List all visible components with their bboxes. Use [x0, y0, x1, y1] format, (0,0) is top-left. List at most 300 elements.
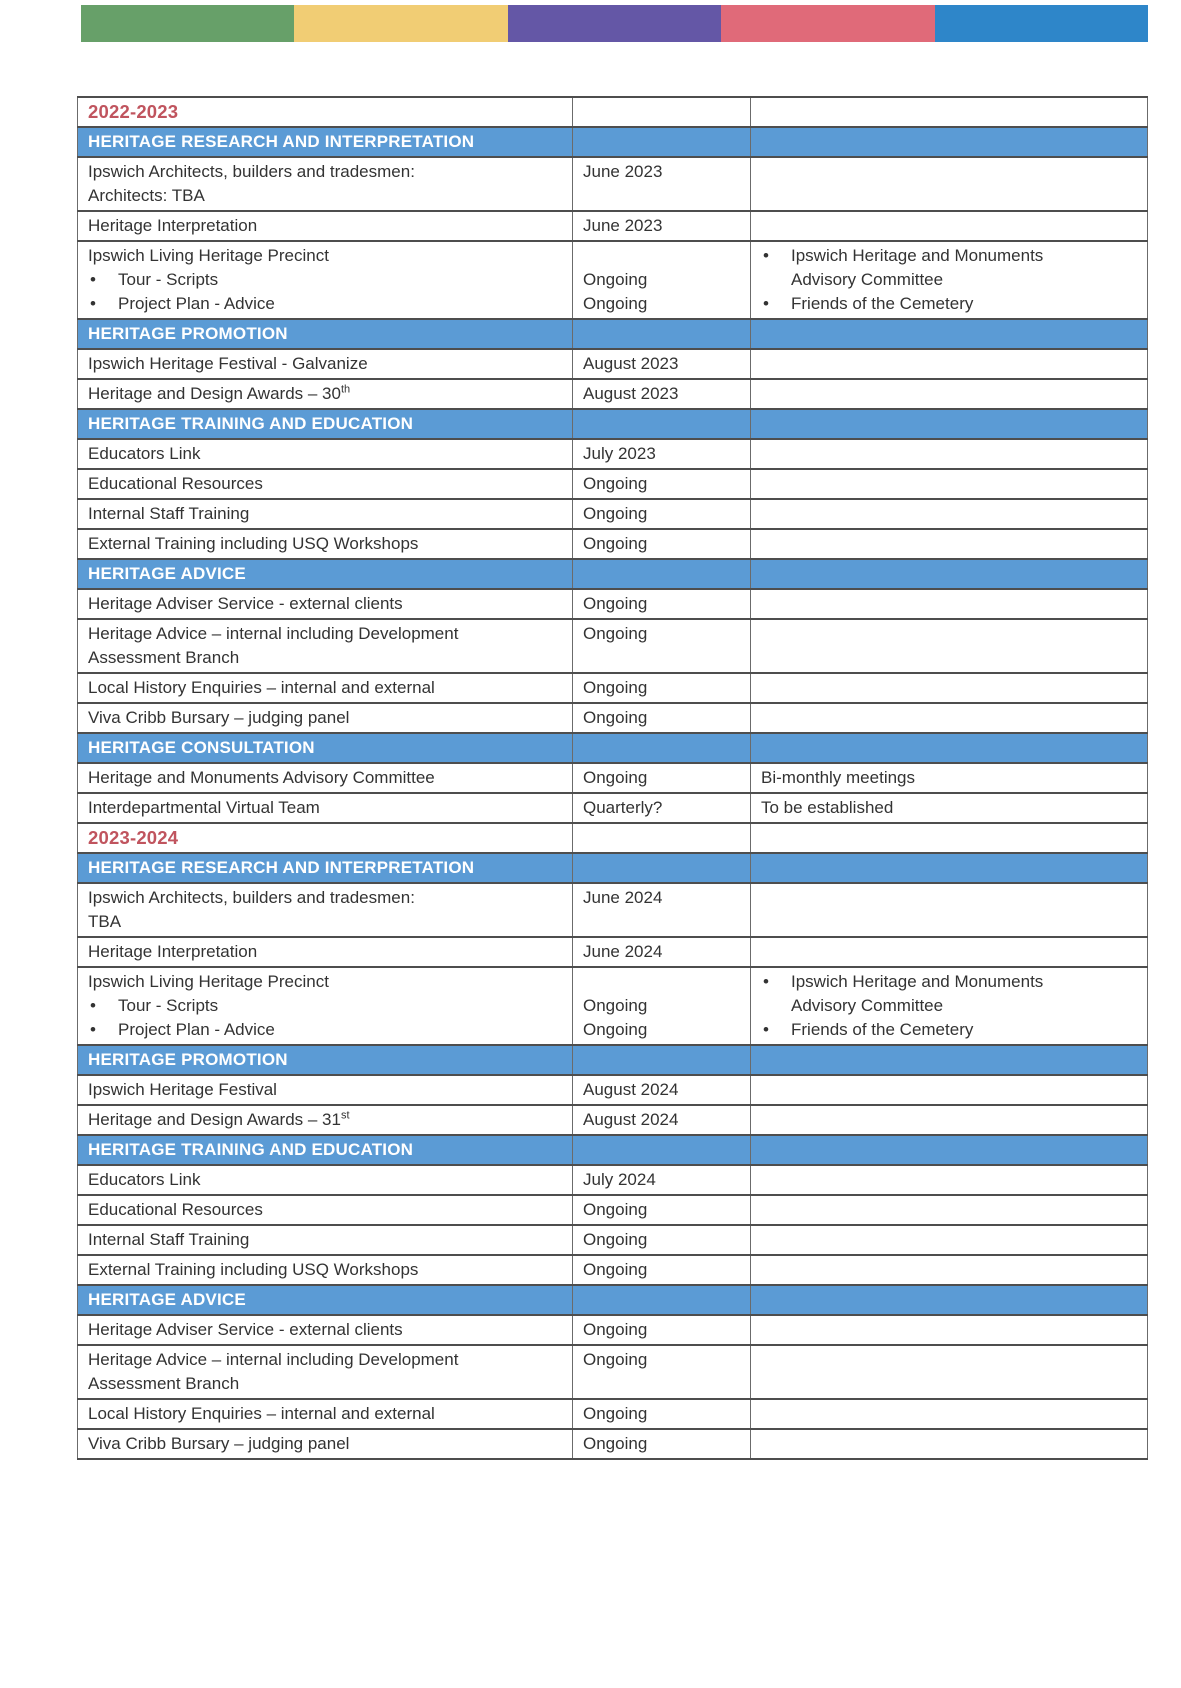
line-text: Interdepartmental Virtual Team [88, 798, 320, 817]
bullet-icon: • [763, 246, 769, 265]
section-label [78, 1045, 573, 1075]
cell-line [88, 940, 564, 964]
line-text: External Training including USQ Workshops [88, 1260, 419, 1279]
cell-line [88, 412, 564, 436]
table-row [78, 763, 1148, 793]
activity-cell [78, 673, 573, 703]
table-row [78, 529, 1148, 559]
line-text: Ipswich Living Heritage Precinct [88, 972, 329, 991]
section-header-row [78, 127, 1148, 157]
cell-line [761, 766, 1139, 790]
line-text: Ongoing [583, 678, 648, 697]
line-text: External Training including USQ Workshops [88, 534, 419, 553]
cell-line [583, 970, 742, 994]
timing-cell [573, 1315, 751, 1345]
notes-cell [751, 967, 1148, 1045]
section-header-row [78, 853, 1148, 883]
table-row [78, 1105, 1148, 1135]
line-text: HERITAGE RESEARCH AND INTERPRETATION [88, 858, 475, 877]
cell-line [583, 1018, 742, 1042]
line-text: Ongoing [583, 534, 648, 553]
cell-line [88, 766, 564, 790]
line-text: 2022-2023 [88, 101, 179, 122]
cell-line [88, 214, 564, 238]
line-text: July 2023 [583, 444, 656, 463]
table-row [78, 469, 1148, 499]
line-text: Heritage and Monuments Advisory Committee [88, 768, 435, 787]
section-label [78, 733, 573, 763]
line-text: Ongoing [583, 1434, 648, 1453]
line-text: July 2024 [583, 1170, 656, 1189]
bullet-icon: • [763, 1020, 769, 1039]
activity-cell [78, 529, 573, 559]
line-text: Advisory Committee [791, 996, 944, 1015]
table-row [78, 673, 1148, 703]
section-band-cell [751, 1135, 1148, 1165]
line-text: Ongoing [583, 1404, 648, 1423]
activity-cell [78, 211, 573, 241]
notes-cell [751, 157, 1148, 211]
cell-line [583, 1198, 742, 1222]
cell-line [88, 1348, 564, 1372]
empty-cell [573, 823, 751, 853]
line-text: Local History Enquiries – internal and external [88, 1404, 435, 1423]
notes-cell [751, 439, 1148, 469]
cell-line [88, 1318, 564, 1342]
activity-cell [78, 1429, 573, 1459]
activity-cell [78, 1225, 573, 1255]
line-text: 2023-2024 [88, 827, 179, 848]
cell-line [761, 970, 1139, 994]
section-band-cell [573, 1285, 751, 1315]
activity-cell [78, 883, 573, 937]
line-text: Ongoing [583, 294, 648, 313]
timing-cell [573, 589, 751, 619]
cell-line [583, 1402, 742, 1426]
line-text: Internal Staff Training [88, 1230, 250, 1249]
activity-cell [78, 241, 573, 319]
cell-line [761, 796, 1139, 820]
line-text: Educators Link [88, 1170, 201, 1189]
cell-line [761, 1018, 1139, 1042]
cell-line [583, 214, 742, 238]
notes-cell [751, 241, 1148, 319]
line-text: Ongoing [583, 1350, 648, 1369]
line-text: Ongoing [583, 708, 648, 727]
section-label [78, 853, 573, 883]
timing-cell [573, 469, 751, 499]
year-label [78, 97, 573, 127]
cell-line [88, 1198, 564, 1222]
timing-cell [573, 349, 751, 379]
section-band-cell [573, 853, 751, 883]
cell-line [761, 292, 1139, 316]
activity-cell [78, 1399, 573, 1429]
section-label [78, 1285, 573, 1315]
table-row [78, 1345, 1148, 1399]
table-row [78, 241, 1148, 319]
cell-line [88, 442, 564, 466]
activity-cell [78, 937, 573, 967]
notes-cell [751, 937, 1148, 967]
table-row [78, 883, 1148, 937]
notes-cell [751, 883, 1148, 937]
cell-line [88, 1402, 564, 1426]
cell-line [583, 1108, 742, 1132]
section-label [78, 559, 573, 589]
section-header-row [78, 319, 1148, 349]
timing-cell [573, 793, 751, 823]
notes-cell [751, 349, 1148, 379]
timing-cell [573, 1195, 751, 1225]
bullet-icon: • [763, 972, 769, 991]
line-text: Ipswich Heritage and Monuments [791, 972, 1044, 991]
cell-line [88, 910, 564, 934]
notes-cell [751, 1315, 1148, 1345]
bullet-icon: • [90, 294, 96, 313]
line-text: Ipswich Heritage Festival [88, 1080, 277, 1099]
section-label [78, 319, 573, 349]
timing-cell [573, 211, 751, 241]
cell-line [88, 646, 564, 670]
table-row [78, 1315, 1148, 1345]
ordinal-suffix: th [340, 383, 351, 396]
notes-cell [751, 469, 1148, 499]
timing-cell [573, 883, 751, 937]
line-text: Educators Link [88, 444, 201, 463]
table-row [78, 157, 1148, 211]
section-band-cell [751, 853, 1148, 883]
empty-cell [751, 97, 1148, 127]
line-text: August 2024 [583, 1080, 679, 1099]
timing-cell [573, 529, 751, 559]
cell-line [88, 1432, 564, 1456]
notes-cell [751, 589, 1148, 619]
cell-line [88, 1138, 564, 1162]
line-text: June 2024 [583, 888, 663, 907]
year-header-row [78, 823, 1148, 853]
timing-cell [573, 1075, 751, 1105]
bullet-icon: • [763, 294, 769, 313]
section-label [78, 1135, 573, 1165]
cell-line [88, 100, 564, 124]
cell-line [88, 382, 564, 406]
cell-line [88, 970, 564, 994]
notes-cell [751, 1345, 1148, 1399]
notes-cell [751, 1225, 1148, 1255]
activity-cell [78, 703, 573, 733]
line-text: Ipswich Living Heritage Precinct [88, 246, 329, 265]
line-text: Ongoing [583, 1320, 648, 1339]
table-row [78, 439, 1148, 469]
heritage-schedule-table [77, 96, 1148, 1460]
line-text: Bi-monthly meetings [761, 768, 916, 787]
line-text: HERITAGE RESEARCH AND INTERPRETATION [88, 132, 475, 151]
table-row [78, 967, 1148, 1045]
table-row [78, 349, 1148, 379]
table-row [78, 379, 1148, 409]
line-text: Ongoing [583, 768, 648, 787]
cell-line [88, 1288, 564, 1312]
timing-cell [573, 241, 751, 319]
cell-line [761, 244, 1139, 268]
line-text: Educational Resources [88, 474, 263, 493]
line-text: HERITAGE CONSULTATION [88, 738, 315, 757]
activity-cell [78, 379, 573, 409]
line-text: Viva Cribb Bursary – judging panel [88, 1434, 350, 1453]
banner-segment-yellow [294, 5, 507, 42]
cell-line [583, 1318, 742, 1342]
line-text: Architects: TBA [88, 186, 205, 205]
cell-line [583, 160, 742, 184]
section-band-cell [751, 409, 1148, 439]
line-text: June 2024 [583, 942, 663, 961]
line-text: Ongoing [583, 1230, 648, 1249]
bullet-icon: • [90, 996, 96, 1015]
line-text: August 2023 [583, 384, 679, 403]
notes-cell [751, 1105, 1148, 1135]
cell-line [88, 322, 564, 346]
cell-line [583, 886, 742, 910]
timing-cell [573, 673, 751, 703]
cell-line [583, 622, 742, 646]
line-text: Heritage and Design Awards – 31 [88, 1110, 341, 1129]
cell-line [88, 994, 564, 1018]
banner-segment-green [81, 5, 294, 42]
notes-cell [751, 703, 1148, 733]
table-row [78, 1165, 1148, 1195]
line-text: Internal Staff Training [88, 504, 250, 523]
cell-line [88, 244, 564, 268]
timing-cell [573, 967, 751, 1045]
cell-line [583, 796, 742, 820]
table-row [78, 589, 1148, 619]
cell-line [583, 1228, 742, 1252]
activity-cell [78, 1345, 573, 1399]
line-text: Assessment Branch [88, 1374, 240, 1393]
line-text: August 2024 [583, 1110, 679, 1129]
line-text: Heritage Adviser Service - external clients [88, 1320, 403, 1339]
cell-line [88, 886, 564, 910]
table-row [78, 1075, 1148, 1105]
cell-line [761, 994, 1139, 1018]
line-text: Ipswich Heritage and Monuments [791, 246, 1044, 265]
notes-cell [751, 1255, 1148, 1285]
cell-line [88, 622, 564, 646]
line-text: August 2023 [583, 354, 679, 373]
timing-cell [573, 1105, 751, 1135]
activity-cell [78, 1165, 573, 1195]
section-header-row [78, 559, 1148, 589]
banner-segment-pink [721, 5, 934, 42]
cell-line [583, 1168, 742, 1192]
table-row [78, 1399, 1148, 1429]
activity-cell [78, 1315, 573, 1345]
cell-line [88, 736, 564, 760]
timing-cell [573, 1225, 751, 1255]
section-band-cell [573, 409, 751, 439]
section-header-row [78, 1045, 1148, 1075]
line-text: Ongoing [583, 474, 648, 493]
activity-cell [78, 349, 573, 379]
line-text: TBA [88, 912, 122, 931]
activity-cell [78, 967, 573, 1045]
section-band-cell [751, 733, 1148, 763]
bullet-icon: • [90, 1020, 96, 1039]
cell-line [583, 1432, 742, 1456]
line-text: Quarterly? [583, 798, 663, 817]
section-header-row [78, 409, 1148, 439]
timing-cell [573, 499, 751, 529]
cell-line [88, 1168, 564, 1192]
table-row [78, 1255, 1148, 1285]
line-text: HERITAGE ADVICE [88, 1290, 246, 1309]
cell-line [88, 592, 564, 616]
line-text: Ongoing [583, 624, 648, 643]
line-text: Friends of the Cemetery [791, 294, 974, 313]
cell-line [88, 1228, 564, 1252]
table-row [78, 499, 1148, 529]
section-band-cell [573, 127, 751, 157]
line-text: Ongoing [583, 504, 648, 523]
line-text: Ipswich Heritage Festival - Galvanize [88, 354, 368, 373]
line-text: June 2023 [583, 162, 663, 181]
cell-line [583, 994, 742, 1018]
cell-line [583, 1348, 742, 1372]
line-text: Ipswich Architects, builders and tradesmen: [88, 888, 415, 907]
section-band-cell [573, 559, 751, 589]
section-band-cell [573, 1045, 751, 1075]
table-row [78, 793, 1148, 823]
table-row [78, 619, 1148, 673]
cell-line [88, 472, 564, 496]
notes-cell [751, 529, 1148, 559]
cell-line [88, 1372, 564, 1396]
section-band-cell [751, 1285, 1148, 1315]
notes-cell [751, 211, 1148, 241]
section-band-cell [751, 1045, 1148, 1075]
section-header-row [78, 1135, 1148, 1165]
cell-line [583, 1258, 742, 1282]
cell-line [88, 706, 564, 730]
cell-line [88, 352, 564, 376]
notes-cell [751, 1075, 1148, 1105]
cell-line [583, 766, 742, 790]
cell-line [88, 184, 564, 208]
empty-cell [751, 823, 1148, 853]
timing-cell [573, 703, 751, 733]
timing-cell [573, 1399, 751, 1429]
cell-line [88, 292, 564, 316]
notes-cell [751, 619, 1148, 673]
color-banner [81, 5, 1148, 42]
cell-line [88, 130, 564, 154]
activity-cell [78, 793, 573, 823]
cell-line [583, 532, 742, 556]
cell-line [583, 382, 742, 406]
timing-cell [573, 379, 751, 409]
cell-line [88, 1018, 564, 1042]
activity-cell [78, 499, 573, 529]
cell-line [583, 592, 742, 616]
timing-cell [573, 937, 751, 967]
timing-cell [573, 763, 751, 793]
table-row [78, 1429, 1148, 1459]
activity-cell [78, 1075, 573, 1105]
line-text: Local History Enquiries – internal and external [88, 678, 435, 697]
line-text: Educational Resources [88, 1200, 263, 1219]
line-text: HERITAGE TRAINING AND EDUCATION [88, 1140, 414, 1159]
line-text: Ongoing [583, 1020, 648, 1039]
line-text: Tour - Scripts [118, 996, 219, 1015]
activity-cell [78, 439, 573, 469]
activity-cell [78, 1255, 573, 1285]
timing-cell [573, 439, 751, 469]
cell-line [583, 1078, 742, 1102]
line-text: Ongoing [583, 996, 648, 1015]
cell-line [88, 532, 564, 556]
cell-line [583, 352, 742, 376]
line-text: HERITAGE TRAINING AND EDUCATION [88, 414, 414, 433]
notes-cell [751, 1165, 1148, 1195]
line-text: Heritage Advice – internal including Development [88, 1350, 459, 1369]
table-row [78, 211, 1148, 241]
line-text: Ipswich Architects, builders and tradesmen: [88, 162, 415, 181]
timing-cell [573, 1165, 751, 1195]
activity-cell [78, 763, 573, 793]
section-band-cell [751, 127, 1148, 157]
cell-line [583, 472, 742, 496]
line-text: HERITAGE ADVICE [88, 564, 246, 583]
notes-cell [751, 1195, 1148, 1225]
ordinal-suffix: st [340, 1109, 350, 1122]
section-header-row [78, 733, 1148, 763]
cell-line [583, 442, 742, 466]
section-band-cell [573, 733, 751, 763]
section-band-cell [751, 319, 1148, 349]
notes-cell [751, 763, 1148, 793]
timing-cell [573, 1345, 751, 1399]
line-text: Advisory Committee [791, 270, 944, 289]
timing-cell [573, 619, 751, 673]
cell-line [88, 160, 564, 184]
table-row [78, 937, 1148, 967]
line-text: Ongoing [583, 270, 648, 289]
cell-line [88, 796, 564, 820]
banner-segment-blue [935, 5, 1148, 42]
activity-cell [78, 589, 573, 619]
line-text: HERITAGE PROMOTION [88, 324, 288, 343]
cell-line [88, 1048, 564, 1072]
cell-line [88, 562, 564, 586]
section-label [78, 409, 573, 439]
line-text: Heritage and Design Awards – 30 [88, 384, 341, 403]
bullet-icon: • [90, 270, 96, 289]
table-row [78, 1225, 1148, 1255]
notes-cell [751, 673, 1148, 703]
section-band-cell [573, 319, 751, 349]
timing-cell [573, 1255, 751, 1285]
activity-cell [78, 157, 573, 211]
notes-cell [751, 499, 1148, 529]
notes-cell [751, 793, 1148, 823]
cell-line [88, 1108, 564, 1132]
cell-line [583, 292, 742, 316]
line-text: Project Plan - Advice [118, 1020, 275, 1039]
section-band-cell [751, 559, 1148, 589]
line-text: June 2023 [583, 216, 663, 235]
line-text: Heritage Advice – internal including Development [88, 624, 459, 643]
